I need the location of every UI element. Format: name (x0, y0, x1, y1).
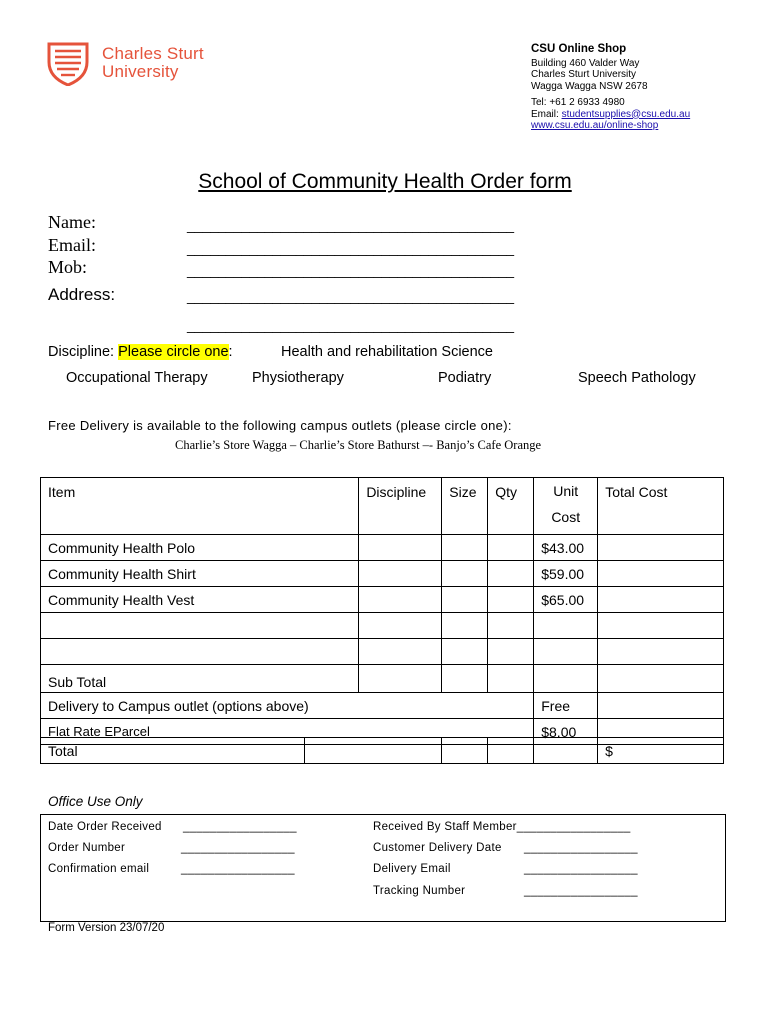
office-heading: Office Use Only (48, 794, 143, 809)
total-cell-empty (534, 738, 598, 764)
email-label: Email: (48, 235, 96, 255)
row-cell-empty[interactable] (442, 639, 488, 665)
shop-website-link[interactable]: www.csu.edu.au/online-shop (531, 120, 659, 131)
logo-wordmark (102, 45, 204, 81)
tracking-field[interactable]: _________________ (524, 885, 638, 897)
csu-crest-icon (46, 40, 90, 86)
order-number-field[interactable]: _________________ (181, 842, 295, 854)
logo-line-2: University (102, 62, 179, 81)
subtotal-label: Sub Total (41, 665, 359, 693)
row-cell-empty[interactable] (488, 613, 534, 639)
row-cell-empty[interactable] (598, 639, 724, 665)
header-qty: Qty (488, 478, 534, 535)
row-cell-empty (488, 665, 534, 693)
address-label: Address: (48, 285, 116, 304)
tracking-label: Tracking Number (373, 885, 466, 897)
row-item: Community Health Polo (41, 535, 359, 561)
subtotal-row (41, 665, 724, 693)
subtotal-value-cell[interactable] (598, 665, 724, 693)
date-order-label: Date Order Received (48, 821, 162, 833)
total-table (40, 737, 724, 764)
total-label: Total (41, 738, 305, 764)
row-item-empty[interactable] (41, 639, 359, 665)
shop-address-3: Wagga Wagga NSW 2678 (531, 80, 648, 92)
row-cell-empty[interactable] (359, 639, 442, 665)
row-size-cell[interactable] (442, 561, 488, 587)
row-discipline-cell[interactable] (359, 561, 442, 587)
total-cell-empty (442, 738, 488, 764)
date-order-field[interactable]: _________________ (183, 821, 297, 833)
table-row (41, 561, 724, 587)
form-title: School of Community Health Order form (198, 170, 572, 193)
row-unit-cost: $65.00 (534, 587, 598, 613)
shop-email-link[interactable]: studentsupplies@csu.edu.au (561, 108, 691, 120)
row-qty-cell[interactable] (488, 587, 534, 613)
flat-rate-label: Flat Rate EParcel (41, 719, 534, 745)
header-discipline: Discipline (359, 478, 442, 535)
row-cell-empty (442, 665, 488, 693)
row-cell-empty[interactable] (534, 613, 598, 639)
received-by-label: Received By Staff Member (373, 821, 517, 833)
mob-label: Mob: (48, 257, 88, 277)
header-size: Size (442, 478, 488, 535)
row-cell-empty[interactable] (598, 613, 724, 639)
row-cell-empty (534, 665, 598, 693)
table-row-empty (41, 639, 724, 665)
received-by-line (373, 821, 631, 833)
header-unit-cost (534, 478, 598, 535)
shop-email-line (531, 109, 690, 121)
email-field[interactable]: __________________________________________ (187, 240, 515, 256)
delivery-campus-row (41, 693, 724, 719)
row-cell-empty[interactable] (442, 613, 488, 639)
row-unit-cost: $59.00 (534, 561, 598, 587)
delivery-outlets[interactable]: Charlie’s Store Wagga – Charlie’s Store Bathurst –- Banjo’s Cafe Orange (175, 438, 542, 452)
delivery-campus-price: Free (534, 693, 598, 719)
shop-tel: Tel: +61 2 6933 4980 (531, 97, 625, 108)
total-value[interactable]: $ (598, 738, 724, 764)
discipline-option-ot[interactable]: Occupational Therapy (66, 370, 208, 386)
delivery-campus-label: Delivery to Campus outlet (options above) (41, 693, 534, 719)
confirmation-field[interactable]: _________________ (181, 863, 295, 875)
table-header-row (41, 478, 724, 535)
row-item: Community Health Shirt (41, 561, 359, 587)
row-total-cell[interactable] (598, 587, 724, 613)
row-cell-empty[interactable] (488, 639, 534, 665)
customer-delivery-field[interactable]: _________________ (524, 842, 638, 854)
shop-email-label: Email: (531, 108, 562, 120)
header-unit-cost-2: Cost (551, 509, 581, 525)
delivery-email-field[interactable]: _________________ (524, 863, 638, 875)
discipline-option-physio[interactable]: Physiotherapy (252, 370, 344, 386)
row-cell-empty (359, 665, 442, 693)
shop-address-2: Charles Sturt University (531, 69, 637, 80)
name-field[interactable]: __________________________________________ (187, 217, 515, 233)
delivery-campus-total-cell[interactable] (598, 693, 724, 719)
row-total-cell[interactable] (598, 535, 724, 561)
row-cell-empty[interactable] (359, 613, 442, 639)
discipline-label: Discipline: (48, 344, 119, 360)
total-row (41, 738, 724, 764)
form-version: Form Version 23/07/20 (48, 922, 165, 934)
row-discipline-cell[interactable] (359, 535, 442, 561)
address-field-1[interactable]: __________________________________________ (187, 288, 515, 304)
shop-info (531, 44, 690, 132)
confirmation-label: Confirmation email (48, 863, 150, 875)
row-qty-cell[interactable] (488, 561, 534, 587)
row-qty-cell[interactable] (488, 535, 534, 561)
table-row-empty (41, 613, 724, 639)
total-cell-empty (304, 738, 442, 764)
shop-name: CSU Online Shop (531, 43, 627, 55)
row-size-cell[interactable] (442, 587, 488, 613)
mob-field[interactable]: __________________________________________ (187, 262, 515, 278)
discipline-option-health-rehab[interactable]: Health and rehabilitation Science (281, 344, 493, 360)
address-field-2[interactable]: __________________________________________ (187, 317, 515, 333)
order-table (40, 477, 724, 745)
row-cell-empty[interactable] (534, 639, 598, 665)
discipline-label-line (48, 344, 233, 360)
header-item: Item (41, 478, 359, 535)
delivery-intro: Free Delivery is available to the following campus outlets (please circle one): (48, 418, 512, 433)
row-unit-cost: $43.00 (534, 535, 598, 561)
row-size-cell[interactable] (442, 535, 488, 561)
logo-line-1: Charles Sturt (102, 44, 204, 63)
header-total-cost: Total Cost (598, 478, 724, 535)
discipline-option-podiatry[interactable]: Podiatry (438, 370, 492, 386)
discipline-option-speech[interactable]: Speech Pathology (578, 370, 696, 386)
flat-rate-price: $8.00 (534, 719, 598, 745)
delivery-email-label: Delivery Email (373, 863, 451, 875)
header-unit-cost-1: Unit (553, 483, 579, 499)
customer-delivery-label: Customer Delivery Date (373, 842, 502, 854)
table-row (41, 535, 724, 561)
row-item-empty[interactable] (41, 613, 359, 639)
table-row (41, 587, 724, 613)
name-label: Name: (48, 212, 96, 232)
row-item: Community Health Vest (41, 587, 359, 613)
total-cell-empty (488, 738, 534, 764)
shop-address-1: Building 460 Valder Way (531, 57, 640, 69)
row-total-cell[interactable] (598, 561, 724, 587)
discipline-instruction: Please circle one (118, 344, 229, 360)
order-number-label: Order Number (48, 842, 126, 854)
row-discipline-cell[interactable] (359, 587, 442, 613)
received-by-field[interactable]: _________________ (516, 821, 631, 833)
discipline-colon: : (228, 344, 233, 360)
